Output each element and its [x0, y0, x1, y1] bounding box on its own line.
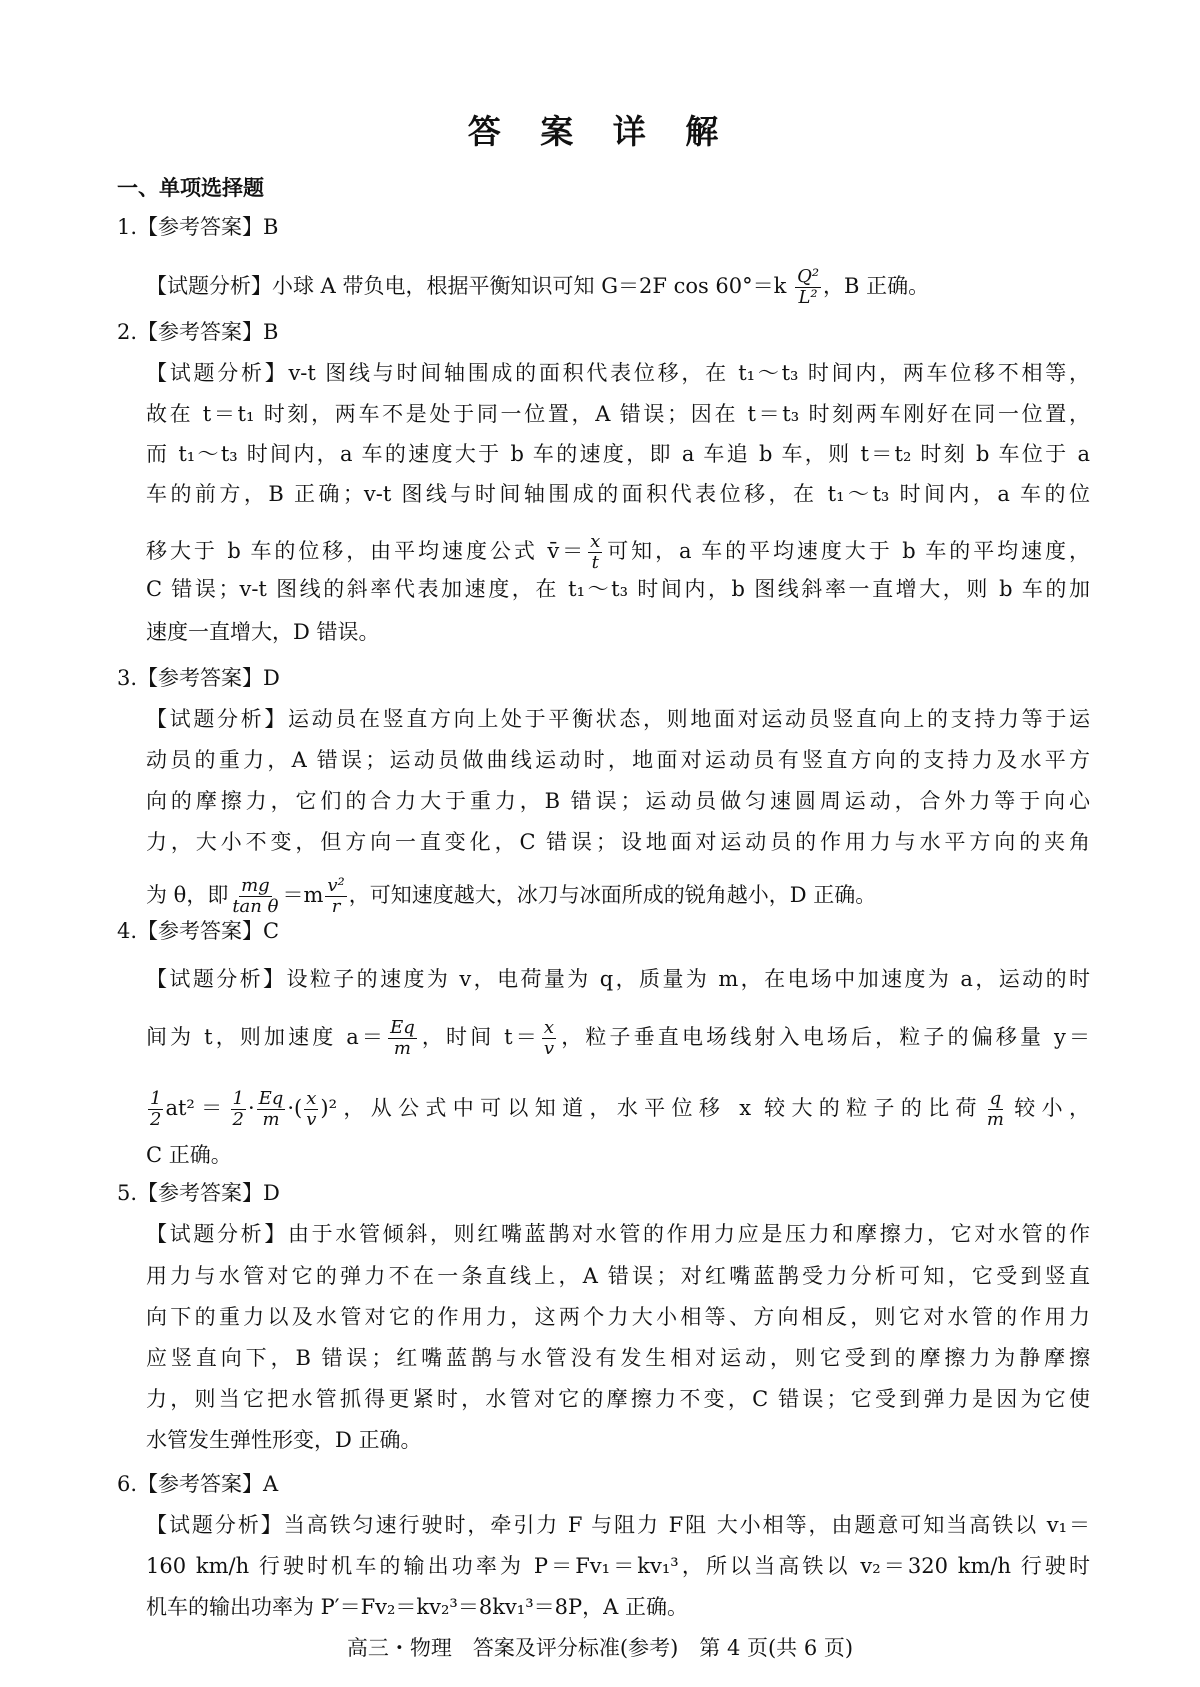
numerator: x: [590, 531, 601, 552]
text-run: 速度一直增大，D 错误。: [146, 620, 380, 644]
text-run: 向下的重力以及水管对它的作用力，这两个力大小相等、方向相反，则它对水管的作用力: [146, 1305, 1090, 1329]
text-run: 动员的重力，A 错误；运动员做曲线运动时，地面对运动员有竖直方向的支持力及水平方: [146, 748, 1090, 772]
fraction: [325, 876, 346, 917]
fraction: [588, 532, 602, 573]
analysis-line: [146, 1141, 1090, 1169]
numerator: q: [989, 1088, 1002, 1109]
text-run: 【试题分析】运动员在竖直方向上处于平衡状态，则地面对运动员竖直向上的支持力等于运: [146, 707, 1090, 731]
text-run: ，B 正确。: [823, 274, 930, 298]
analysis-line: [146, 1385, 1090, 1413]
analysis-line: [146, 618, 1090, 646]
analysis-line: [146, 1426, 1090, 1454]
text-run: 【试题分析】当高铁匀速行驶时，牵引力 F 与阻力 F阻 大小相等，由题意可知当高铁以 v₁＝: [146, 1513, 1090, 1537]
analysis-line: [146, 266, 1090, 308]
text-run: 机车的输出功率为 P′＝Fv₂＝kv₂³＝8kv₁³＝8P，A 正确。: [146, 1595, 688, 1619]
text-run: 【试题分析】设粒子的速度为 v，电荷量为 q，质量为 m，在电场中加速度为 a，运动的时: [146, 967, 1090, 991]
numerator: x: [306, 1088, 317, 1109]
denominator: m: [393, 1038, 411, 1059]
text-run: C 正确。: [146, 1143, 232, 1167]
analysis-line: [146, 705, 1090, 733]
fraction: [985, 1089, 1006, 1130]
answer-label: 4.【参考答案】C: [117, 919, 280, 943]
text-run: 用力与水管对它的弹力不在一条直线上，A 错误；对红嘴蓝鹊受力分析可知，它受到竖直: [146, 1264, 1090, 1288]
text-run: ，时间 t＝: [418, 1025, 540, 1049]
fraction: [542, 1018, 556, 1059]
text-run: 向的摩擦力，它们的合力大于重力，B 错误；运动员做匀速圆周运动，合外力等于向心: [146, 789, 1090, 813]
section-heading: 一、单项选择题: [117, 176, 264, 200]
text-run: ＝m: [282, 883, 324, 907]
text-run: )²，从公式中可以知道，水平位移 x 较大的粒子的比荷: [320, 1096, 983, 1120]
numerator: Eq: [390, 1017, 415, 1038]
numerator: 1: [150, 1088, 162, 1109]
analysis-line: [146, 400, 1090, 428]
denominator: L²: [798, 287, 818, 308]
analysis-line: [146, 1088, 1090, 1130]
numerator: mg: [241, 875, 270, 896]
analysis-line: [146, 1017, 1090, 1059]
text-run: ，粒子垂直电场线射入电场后，粒子的偏移量 y＝: [558, 1025, 1090, 1049]
fraction: [304, 1089, 318, 1130]
text-run: 为 θ，即: [146, 883, 229, 907]
analysis-line: [146, 440, 1090, 468]
denominator: m: [986, 1109, 1004, 1130]
page-title: 答 案 详 解: [467, 112, 733, 151]
analysis-line: [146, 359, 1090, 387]
text-run: 力，则当它把水管抓得更紧时，水管对它的摩擦力不变，C 错误；它受到弹力是因为它使: [146, 1387, 1090, 1411]
denominator: v: [543, 1038, 555, 1059]
answer-label: 2.【参考答案】B: [117, 320, 279, 344]
text-run: ·: [247, 1096, 255, 1120]
analysis-line: [146, 746, 1090, 774]
analysis-line: [146, 531, 1090, 573]
text-run: 而 t₁～t₃ 时间内，a 车的速度大于 b 车的速度，即 a 车追 b 车，则 t＝t₂ 时刻 b 车位于 a: [146, 442, 1090, 466]
analysis-line: [146, 965, 1090, 993]
answer-label: 1.【参考答案】B: [117, 215, 279, 239]
analysis-line: [146, 480, 1090, 508]
text-run: C 错误；v-t 图线的斜率代表加速度，在 t₁～t₃ 时间内，b 图线斜率一直增大，则 b 车的加: [146, 577, 1090, 601]
denominator: r: [331, 896, 341, 917]
text-run: 【试题分析】v-t 图线与时间轴围成的面积代表位移，在 t₁～t₃ 时间内，两车位移不相等，: [146, 361, 1090, 385]
analysis-line: [146, 1220, 1090, 1248]
denominator: tan θ: [232, 896, 279, 917]
text-run: 间为 t，则加速度 a＝: [146, 1025, 387, 1049]
fraction: [230, 876, 280, 917]
text-run: at²＝: [165, 1096, 229, 1120]
text-run: 移大于 b 车的位移，由平均速度公式 v̄＝: [146, 539, 587, 563]
denominator: 2: [232, 1109, 244, 1130]
denominator: v: [306, 1109, 317, 1130]
text-run: 160 km/h 行驶时机车的输出功率为 P＝Fv₁＝kv₁³，所以当高铁以 v₂＝320 km/h 行驶时: [146, 1554, 1090, 1578]
fraction: [257, 1089, 286, 1130]
text-run: 应竖直向下，B 错误；红嘴蓝鹊与水管没有发生相对运动，则它受到的摩擦力为静摩擦: [146, 1346, 1090, 1370]
analysis-line: [146, 575, 1090, 603]
text-run: 【试题分析】小球 A 带负电，根据平衡知识可知 G＝2F cos 60°＝k: [146, 274, 794, 298]
text-run: 较小，: [1007, 1096, 1090, 1120]
analysis-line: [146, 1593, 1090, 1621]
text-run: 【试题分析】由于水管倾斜，则红嘴蓝鹊对水管的作用力应是压力和摩擦力，它对水管的作: [146, 1222, 1090, 1246]
fraction: [148, 1089, 163, 1130]
answer-label: 6.【参考答案】A: [117, 1472, 279, 1496]
text-run: 力，大小不变，但方向一直变化，C 错误；设地面对运动员的作用力与水平方向的夹角: [146, 830, 1090, 854]
text-run: 可知，a 车的平均速度大于 b 车的平均速度，: [604, 539, 1090, 563]
analysis-line: [146, 1552, 1090, 1580]
numerator: 1: [232, 1088, 244, 1109]
analysis-line: [146, 1262, 1090, 1290]
analysis-line: [146, 875, 1090, 917]
text-run: 故在 t＝t₁ 时刻，两车不是处于同一位置，A 错误；因在 t＝t₃ 时刻两车刚好在同一位置，: [146, 402, 1090, 426]
fraction: [231, 1089, 246, 1130]
denominator: 2: [150, 1109, 162, 1130]
denominator: m: [262, 1109, 280, 1130]
answer-label: 3.【参考答案】D: [117, 666, 280, 690]
page-footer: 高三・物理 答案及评分标准(参考) 第 4 页(共 6 页): [346, 1636, 854, 1660]
numerator: v²: [327, 875, 345, 896]
text-run: ·(: [287, 1096, 303, 1120]
fraction: [795, 267, 821, 308]
denominator: t: [591, 552, 599, 573]
numerator: Q²: [797, 266, 820, 287]
analysis-line: [146, 828, 1090, 856]
numerator: x: [543, 1017, 555, 1038]
text-run: ，可知速度越大，冰刀与冰面所成的锐角越小，D 正确。: [348, 883, 877, 907]
answer-label: 5.【参考答案】D: [117, 1181, 280, 1205]
analysis-line: [146, 1344, 1090, 1372]
text-run: 水管发生弹性形变，D 正确。: [146, 1428, 422, 1452]
fraction: [388, 1018, 417, 1059]
analysis-line: [146, 787, 1090, 815]
analysis-line: [146, 1511, 1090, 1539]
text-run: 车的前方，B 正确；v-t 图线与时间轴围成的面积代表位移，在 t₁～t₃ 时间内，a 车的位: [146, 482, 1090, 506]
analysis-line: [146, 1303, 1090, 1331]
numerator: Eq: [258, 1088, 284, 1109]
